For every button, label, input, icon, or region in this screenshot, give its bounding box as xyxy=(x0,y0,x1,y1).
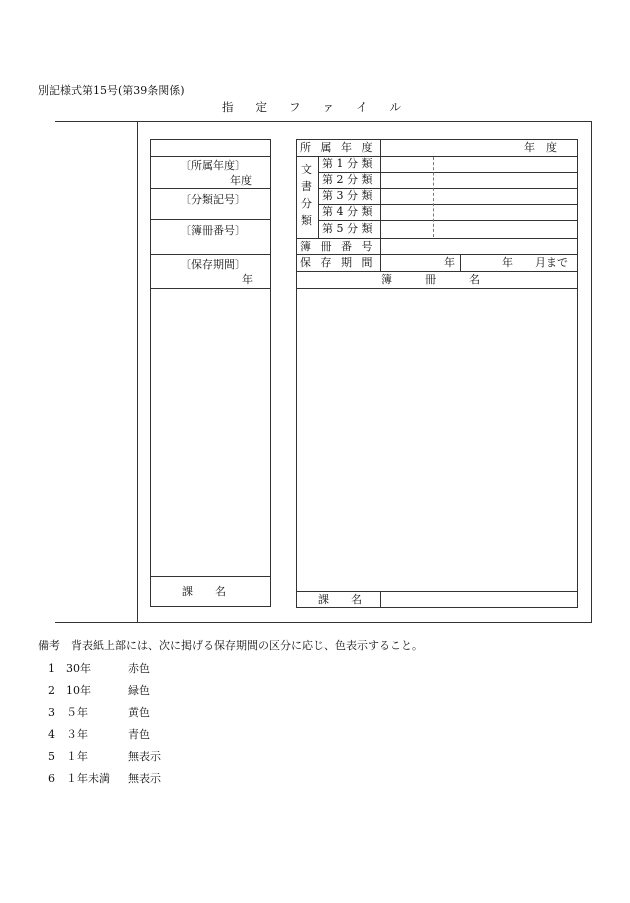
cover-register-no-label: 簿 冊 番 号 xyxy=(300,240,376,253)
cover-retention-until: 年 月まで xyxy=(502,256,568,269)
spine-register-no-label: 〔簿冊番号〕 xyxy=(180,224,246,237)
title-char: 定 xyxy=(255,100,267,114)
cover-section-label: 課 名 xyxy=(318,593,362,606)
note-row xyxy=(48,726,150,742)
note-num: 1 xyxy=(48,662,55,675)
doc-class-char: 類 xyxy=(301,214,312,227)
title-char: ル xyxy=(389,100,401,114)
form-title xyxy=(222,99,423,115)
cover-retention-year: 年 xyxy=(444,256,455,269)
note-period: 10年 xyxy=(66,684,91,697)
note-period: １年 xyxy=(66,750,88,763)
note-num: 6 xyxy=(48,772,55,785)
cover-fiscal-year-label: 所 属 年 度 xyxy=(300,141,376,154)
title-char: イ xyxy=(356,100,368,114)
title-char: フ xyxy=(289,100,301,114)
spine-classification-label: 〔分類記号〕 xyxy=(180,193,246,206)
note-color: 無表示 xyxy=(128,772,161,785)
spine-section-label: 課 名 xyxy=(182,585,226,598)
form-number-header: 別記様式第15号(第39条関係) xyxy=(38,84,185,97)
note-num: 5 xyxy=(48,750,55,763)
note-row xyxy=(48,748,161,764)
class-row-label: 第 3 分 類 xyxy=(322,189,373,202)
note-period: 30年 xyxy=(66,662,91,675)
doc-class-char: 分 xyxy=(301,197,312,210)
notes-heading: 備考 背表紙上部には、次に掲げる保存期間の区分に応じ、色表示すること。 xyxy=(38,639,423,652)
spine-retention-label: 〔保存期間〕 xyxy=(180,258,246,271)
spine-fiscal-year-label: 〔所属年度〕 xyxy=(180,159,246,172)
note-period: ５年 xyxy=(66,706,88,719)
title-char: ァ xyxy=(322,100,334,114)
note-color: 無表示 xyxy=(128,750,161,763)
cover-register-name-label: 簿 冊 名 xyxy=(381,273,480,286)
note-row xyxy=(48,660,150,676)
note-num: 2 xyxy=(48,684,55,697)
class-row-label: 第 2 分 類 xyxy=(322,173,373,186)
doc-class-char: 文 xyxy=(301,163,312,176)
note-num: 3 xyxy=(48,706,55,719)
note-color: 黄色 xyxy=(128,706,150,719)
note-num: 4 xyxy=(48,728,55,741)
class-row-label: 第 1 分 類 xyxy=(322,157,373,170)
doc-class-char: 書 xyxy=(301,180,312,193)
note-color: 青色 xyxy=(128,728,150,741)
cover-fiscal-year-value: 年 度 xyxy=(524,141,557,154)
spine-retention-unit: 年 xyxy=(242,273,253,286)
note-period: ３年 xyxy=(66,728,88,741)
note-row xyxy=(48,704,150,720)
spine-fiscal-year-unit: 年度 xyxy=(230,174,252,187)
note-color: 赤色 xyxy=(128,662,150,675)
note-row xyxy=(48,682,150,698)
note-color: 緑色 xyxy=(128,684,150,697)
title-char: 指 xyxy=(222,100,234,114)
class-row-label: 第 5 分 類 xyxy=(322,222,373,235)
cover-retention-label: 保 存 期 間 xyxy=(300,256,376,269)
note-row xyxy=(48,770,161,786)
note-period: １年未満 xyxy=(66,772,110,785)
class-row-label: 第 4 分 類 xyxy=(322,205,373,218)
